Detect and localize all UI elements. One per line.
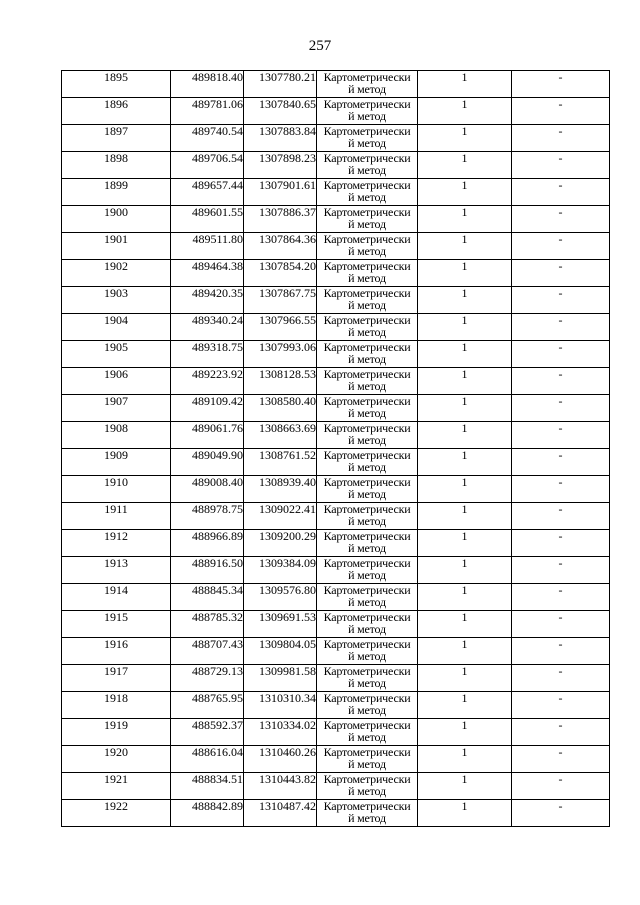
- method-line-2: й метод: [348, 136, 386, 150]
- method-line-2: й метод: [348, 406, 386, 420]
- dash-cell: -: [512, 314, 610, 341]
- method-line-2: й метод: [348, 541, 386, 555]
- point-number-cell: 1904: [62, 314, 171, 341]
- point-number-cell: 1912: [62, 530, 171, 557]
- dash-cell: -: [512, 206, 610, 233]
- method-line-1: Картометрически: [323, 367, 411, 381]
- method-cell: [317, 692, 418, 719]
- count-cell: 1: [418, 476, 512, 503]
- table-row: [62, 692, 610, 719]
- point-number-cell: 1915: [62, 611, 171, 638]
- count-cell: 1: [418, 98, 512, 125]
- method-line-1: Картометрически: [323, 664, 411, 678]
- coordinates-table: [61, 70, 610, 827]
- x-coordinate-cell: 488729.13: [171, 665, 244, 692]
- table-row: [62, 179, 610, 206]
- dash-cell: -: [512, 287, 610, 314]
- method-line-1: Картометрически: [323, 772, 411, 786]
- method-line-2: й метод: [348, 298, 386, 312]
- x-coordinate-cell: 488785.32: [171, 611, 244, 638]
- table-row: [62, 98, 610, 125]
- count-cell: 1: [418, 530, 512, 557]
- method-line-1: Картометрически: [323, 421, 411, 435]
- method-cell: [317, 611, 418, 638]
- method-line-1: Картометрически: [323, 799, 411, 813]
- method-line-1: Картометрически: [323, 259, 411, 273]
- y-coordinate-cell: 1310443.82: [244, 773, 317, 800]
- y-coordinate-cell: 1307840.65: [244, 98, 317, 125]
- point-number-cell: 1919: [62, 719, 171, 746]
- y-coordinate-cell: 1307867.75: [244, 287, 317, 314]
- table-row: [62, 260, 610, 287]
- x-coordinate-cell: 488592.37: [171, 719, 244, 746]
- x-coordinate-cell: 489223.92: [171, 368, 244, 395]
- y-coordinate-cell: 1308761.52: [244, 449, 317, 476]
- dash-cell: -: [512, 530, 610, 557]
- page-number: 257: [308, 38, 332, 54]
- dash-cell: -: [512, 233, 610, 260]
- dash-cell: -: [512, 638, 610, 665]
- method-cell: [317, 260, 418, 287]
- method-line-2: й метод: [348, 811, 386, 825]
- table-row: [62, 638, 610, 665]
- method-line-1: Картометрически: [323, 286, 411, 300]
- y-coordinate-cell: 1310334.02: [244, 719, 317, 746]
- method-line-2: й метод: [348, 163, 386, 177]
- x-coordinate-cell: 489061.76: [171, 422, 244, 449]
- dash-cell: -: [512, 71, 610, 98]
- dash-cell: -: [512, 665, 610, 692]
- method-line-2: й метод: [348, 460, 386, 474]
- y-coordinate-cell: 1307883.84: [244, 125, 317, 152]
- point-number-cell: 1908: [62, 422, 171, 449]
- point-number-cell: 1897: [62, 125, 171, 152]
- x-coordinate-cell: 489109.42: [171, 395, 244, 422]
- point-number-cell: 1905: [62, 341, 171, 368]
- dash-cell: -: [512, 260, 610, 287]
- method-line-2: й метод: [348, 190, 386, 204]
- point-number-cell: 1914: [62, 584, 171, 611]
- method-line-2: й метод: [348, 676, 386, 690]
- count-cell: 1: [418, 368, 512, 395]
- y-coordinate-cell: 1309576.80: [244, 584, 317, 611]
- point-number-cell: 1921: [62, 773, 171, 800]
- count-cell: 1: [418, 422, 512, 449]
- count-cell: 1: [418, 503, 512, 530]
- method-line-1: Картометрически: [323, 556, 411, 570]
- y-coordinate-cell: 1309804.05: [244, 638, 317, 665]
- count-cell: 1: [418, 341, 512, 368]
- method-line-2: й метод: [348, 352, 386, 366]
- method-line-1: Картометрически: [323, 583, 411, 597]
- dash-cell: -: [512, 422, 610, 449]
- method-cell: [317, 503, 418, 530]
- table-row: [62, 665, 610, 692]
- point-number-cell: 1913: [62, 557, 171, 584]
- table-row: [62, 287, 610, 314]
- method-line-1: Картометрически: [323, 70, 411, 84]
- x-coordinate-cell: 489318.75: [171, 341, 244, 368]
- table-row: [62, 341, 610, 368]
- method-line-2: й метод: [348, 82, 386, 96]
- method-line-1: Картометрически: [323, 475, 411, 489]
- method-cell: [317, 665, 418, 692]
- y-coordinate-cell: 1309200.29: [244, 530, 317, 557]
- count-cell: 1: [418, 557, 512, 584]
- x-coordinate-cell: 489464.38: [171, 260, 244, 287]
- method-cell: [317, 206, 418, 233]
- method-line-2: й метод: [348, 325, 386, 339]
- x-coordinate-cell: 488707.43: [171, 638, 244, 665]
- table-row: [62, 719, 610, 746]
- dash-cell: -: [512, 125, 610, 152]
- method-cell: [317, 314, 418, 341]
- dash-cell: -: [512, 341, 610, 368]
- count-cell: 1: [418, 611, 512, 638]
- y-coordinate-cell: 1309384.09: [244, 557, 317, 584]
- point-number-cell: 1910: [62, 476, 171, 503]
- point-number-cell: 1896: [62, 98, 171, 125]
- y-coordinate-cell: 1309691.53: [244, 611, 317, 638]
- count-cell: 1: [418, 746, 512, 773]
- method-line-2: й метод: [348, 379, 386, 393]
- method-cell: [317, 557, 418, 584]
- y-coordinate-cell: 1307886.37: [244, 206, 317, 233]
- x-coordinate-cell: 489049.90: [171, 449, 244, 476]
- method-cell: [317, 476, 418, 503]
- method-line-1: Картометрически: [323, 502, 411, 516]
- y-coordinate-cell: 1310460.26: [244, 746, 317, 773]
- point-number-cell: 1909: [62, 449, 171, 476]
- count-cell: 1: [418, 449, 512, 476]
- point-number-cell: 1901: [62, 233, 171, 260]
- count-cell: 1: [418, 125, 512, 152]
- y-coordinate-cell: 1307780.21: [244, 71, 317, 98]
- count-cell: 1: [418, 152, 512, 179]
- count-cell: 1: [418, 584, 512, 611]
- method-cell: [317, 773, 418, 800]
- method-line-2: й метод: [348, 487, 386, 501]
- x-coordinate-cell: 488978.75: [171, 503, 244, 530]
- point-number-cell: 1920: [62, 746, 171, 773]
- y-coordinate-cell: 1310487.42: [244, 800, 317, 827]
- dash-cell: -: [512, 557, 610, 584]
- point-number-cell: 1916: [62, 638, 171, 665]
- point-number-cell: 1899: [62, 179, 171, 206]
- point-number-cell: 1906: [62, 368, 171, 395]
- x-coordinate-cell: 488765.95: [171, 692, 244, 719]
- x-coordinate-cell: 489511.80: [171, 233, 244, 260]
- method-line-1: Картометрически: [323, 718, 411, 732]
- x-coordinate-cell: 489818.40: [171, 71, 244, 98]
- method-cell: [317, 530, 418, 557]
- method-cell: [317, 584, 418, 611]
- y-coordinate-cell: 1308580.40: [244, 395, 317, 422]
- method-line-2: й метод: [348, 730, 386, 744]
- count-cell: 1: [418, 206, 512, 233]
- method-cell: [317, 98, 418, 125]
- count-cell: 1: [418, 287, 512, 314]
- y-coordinate-cell: 1308939.40: [244, 476, 317, 503]
- method-line-1: Картометрически: [323, 313, 411, 327]
- method-line-1: Картометрически: [323, 691, 411, 705]
- point-number-cell: 1907: [62, 395, 171, 422]
- dash-cell: -: [512, 368, 610, 395]
- dash-cell: -: [512, 476, 610, 503]
- x-coordinate-cell: 488834.51: [171, 773, 244, 800]
- table-row: [62, 233, 610, 260]
- table-row: [62, 71, 610, 98]
- method-cell: [317, 422, 418, 449]
- method-line-1: Картометрически: [323, 205, 411, 219]
- method-line-2: й метод: [348, 703, 386, 717]
- table-row: [62, 476, 610, 503]
- point-number-cell: 1917: [62, 665, 171, 692]
- point-number-cell: 1900: [62, 206, 171, 233]
- method-cell: [317, 719, 418, 746]
- method-cell: [317, 152, 418, 179]
- y-coordinate-cell: 1307864.36: [244, 233, 317, 260]
- method-line-1: Картометрически: [323, 745, 411, 759]
- method-line-2: й метод: [348, 784, 386, 798]
- table-row: [62, 611, 610, 638]
- count-cell: 1: [418, 800, 512, 827]
- y-coordinate-cell: 1309022.41: [244, 503, 317, 530]
- y-coordinate-cell: 1308128.53: [244, 368, 317, 395]
- x-coordinate-cell: 488845.34: [171, 584, 244, 611]
- x-coordinate-cell: 488842.89: [171, 800, 244, 827]
- table-row: [62, 125, 610, 152]
- method-line-1: Картометрически: [323, 340, 411, 354]
- x-coordinate-cell: 488966.89: [171, 530, 244, 557]
- method-line-1: Картометрически: [323, 448, 411, 462]
- method-cell: [317, 179, 418, 206]
- method-cell: [317, 800, 418, 827]
- table-row: [62, 152, 610, 179]
- x-coordinate-cell: 489706.54: [171, 152, 244, 179]
- x-coordinate-cell: 489601.55: [171, 206, 244, 233]
- method-cell: [317, 125, 418, 152]
- method-line-2: й метод: [348, 217, 386, 231]
- count-cell: 1: [418, 71, 512, 98]
- method-line-2: й метод: [348, 271, 386, 285]
- table-row: [62, 395, 610, 422]
- y-coordinate-cell: 1307854.20: [244, 260, 317, 287]
- y-coordinate-cell: 1309981.58: [244, 665, 317, 692]
- dash-cell: -: [512, 719, 610, 746]
- method-line-1: Картометрически: [323, 610, 411, 624]
- method-line-2: й метод: [348, 595, 386, 609]
- method-line-1: Картометрически: [323, 394, 411, 408]
- table-row: [62, 746, 610, 773]
- coordinates-table-body: [62, 71, 610, 827]
- dash-cell: -: [512, 584, 610, 611]
- dash-cell: -: [512, 152, 610, 179]
- method-cell: [317, 449, 418, 476]
- method-line-1: Картометрически: [323, 637, 411, 651]
- table-row: [62, 530, 610, 557]
- method-line-1: Картометрически: [323, 232, 411, 246]
- point-number-cell: 1922: [62, 800, 171, 827]
- dash-cell: -: [512, 449, 610, 476]
- x-coordinate-cell: 489008.40: [171, 476, 244, 503]
- dash-cell: -: [512, 98, 610, 125]
- count-cell: 1: [418, 314, 512, 341]
- method-line-2: й метод: [348, 514, 386, 528]
- y-coordinate-cell: 1307898.23: [244, 152, 317, 179]
- x-coordinate-cell: 489340.24: [171, 314, 244, 341]
- count-cell: 1: [418, 773, 512, 800]
- dash-cell: -: [512, 503, 610, 530]
- count-cell: 1: [418, 719, 512, 746]
- dash-cell: -: [512, 746, 610, 773]
- point-number-cell: 1895: [62, 71, 171, 98]
- count-cell: 1: [418, 179, 512, 206]
- count-cell: 1: [418, 692, 512, 719]
- table-row: [62, 422, 610, 449]
- count-cell: 1: [418, 233, 512, 260]
- table-row: [62, 800, 610, 827]
- method-line-1: Картометрически: [323, 124, 411, 138]
- table-row: [62, 206, 610, 233]
- y-coordinate-cell: 1307993.06: [244, 341, 317, 368]
- method-line-1: Картометрически: [323, 97, 411, 111]
- table-row: [62, 449, 610, 476]
- y-coordinate-cell: 1307901.61: [244, 179, 317, 206]
- point-number-cell: 1918: [62, 692, 171, 719]
- count-cell: 1: [418, 665, 512, 692]
- method-line-2: й метод: [348, 622, 386, 636]
- dash-cell: -: [512, 692, 610, 719]
- count-cell: 1: [418, 638, 512, 665]
- x-coordinate-cell: 489781.06: [171, 98, 244, 125]
- point-number-cell: 1898: [62, 152, 171, 179]
- table-row: [62, 773, 610, 800]
- method-line-1: Картометрически: [323, 178, 411, 192]
- x-coordinate-cell: 489420.35: [171, 287, 244, 314]
- count-cell: 1: [418, 395, 512, 422]
- method-line-2: й метод: [348, 244, 386, 258]
- table-row: [62, 557, 610, 584]
- method-cell: [317, 341, 418, 368]
- method-line-1: Картометрически: [323, 151, 411, 165]
- method-line-2: й метод: [348, 433, 386, 447]
- method-line-2: й метод: [348, 568, 386, 582]
- point-number-cell: 1911: [62, 503, 171, 530]
- table-row: [62, 314, 610, 341]
- table-row: [62, 503, 610, 530]
- method-cell: [317, 368, 418, 395]
- y-coordinate-cell: 1310310.34: [244, 692, 317, 719]
- x-coordinate-cell: 488616.04: [171, 746, 244, 773]
- x-coordinate-cell: 488916.50: [171, 557, 244, 584]
- count-cell: 1: [418, 260, 512, 287]
- point-number-cell: 1903: [62, 287, 171, 314]
- method-cell: [317, 71, 418, 98]
- method-line-2: й метод: [348, 109, 386, 123]
- point-number-cell: 1902: [62, 260, 171, 287]
- method-cell: [317, 233, 418, 260]
- dash-cell: -: [512, 773, 610, 800]
- method-cell: [317, 746, 418, 773]
- x-coordinate-cell: 489657.44: [171, 179, 244, 206]
- dash-cell: -: [512, 179, 610, 206]
- table-row: [62, 368, 610, 395]
- dash-cell: -: [512, 395, 610, 422]
- dash-cell: -: [512, 611, 610, 638]
- method-cell: [317, 638, 418, 665]
- method-cell: [317, 287, 418, 314]
- dash-cell: -: [512, 800, 610, 827]
- y-coordinate-cell: 1307966.55: [244, 314, 317, 341]
- x-coordinate-cell: 489740.54: [171, 125, 244, 152]
- table-row: [62, 584, 610, 611]
- method-line-2: й метод: [348, 649, 386, 663]
- y-coordinate-cell: 1308663.69: [244, 422, 317, 449]
- method-line-2: й метод: [348, 757, 386, 771]
- method-line-1: Картометрически: [323, 529, 411, 543]
- method-cell: [317, 395, 418, 422]
